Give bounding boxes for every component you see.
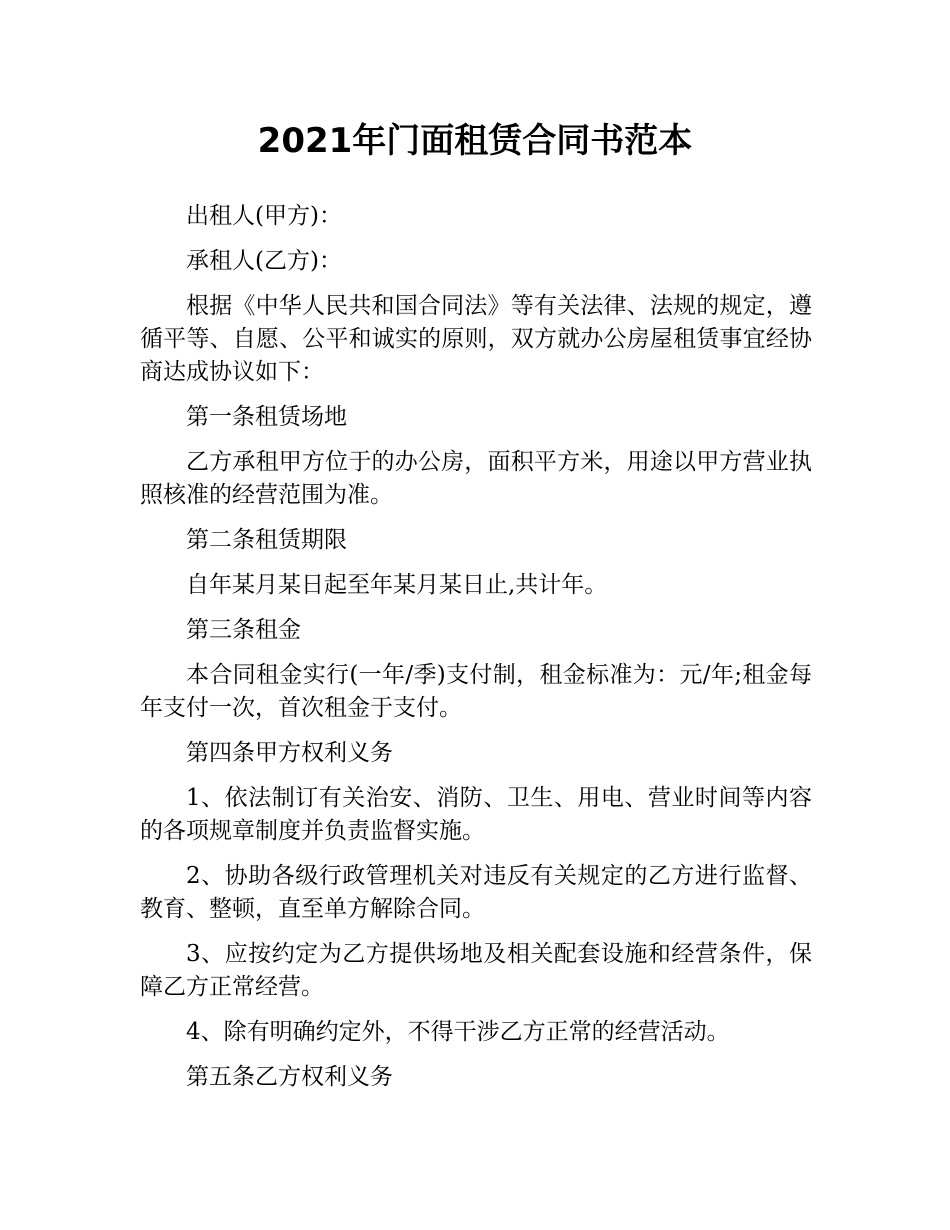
paragraph-article-2: 自年某月某日起至年某月某日止,共计年。 bbox=[186, 572, 608, 598]
heading-article-4: 第四条甲方权利义务 bbox=[186, 740, 393, 766]
paragraph-article-4-item-2: 2、协助各级行政管理机关对违反有关规定的乙方进行监督、教育、整顿，直至单方解除合同。 bbox=[140, 863, 812, 922]
document-title: 2021年门面租赁合同书范本 bbox=[257, 121, 693, 161]
paragraph-article-4-item-3: 3、应按约定为乙方提供场地及相关配套设施和经营条件，保障乙方正常经营。 bbox=[140, 941, 812, 1000]
heading-article-1: 第一条租赁场地 bbox=[186, 404, 347, 430]
heading-article-3: 第三条租金 bbox=[186, 617, 301, 643]
heading-article-5: 第五条乙方权利义务 bbox=[186, 1064, 393, 1090]
document-body bbox=[140, 200, 812, 1106]
paragraph-article-3: 本合同租金实行(一年/季)支付制，租金标准为：元/年;租金每年支付一次，首次租金于支付。 bbox=[140, 662, 812, 721]
paragraph-lessor: 出租人(甲方)： bbox=[186, 203, 342, 229]
paragraph-article-1: 乙方承租甲方位于的办公房，面积平方米，用途以甲方营业执照核准的经营范围为准。 bbox=[140, 449, 812, 508]
paragraph-lessee: 承租人(乙方)： bbox=[186, 248, 342, 274]
paragraph-article-4-item-1: 1、依法制订有关治安、消防、卫生、用电、营业时间等内容的各项规章制度并负责监督实施。 bbox=[140, 785, 812, 844]
paragraph-preamble: 根据《中华人民共和国合同法》等有关法律、法规的规定，遵循平等、自愿、公平和诚实的原则，双方就办公房屋租赁事宜经协商达成协议如下： bbox=[140, 293, 812, 385]
heading-article-2: 第二条租赁期限 bbox=[186, 527, 347, 553]
paragraph-article-4-item-4: 4、除有明确约定外，不得干涉乙方正常的经营活动。 bbox=[186, 1019, 730, 1045]
